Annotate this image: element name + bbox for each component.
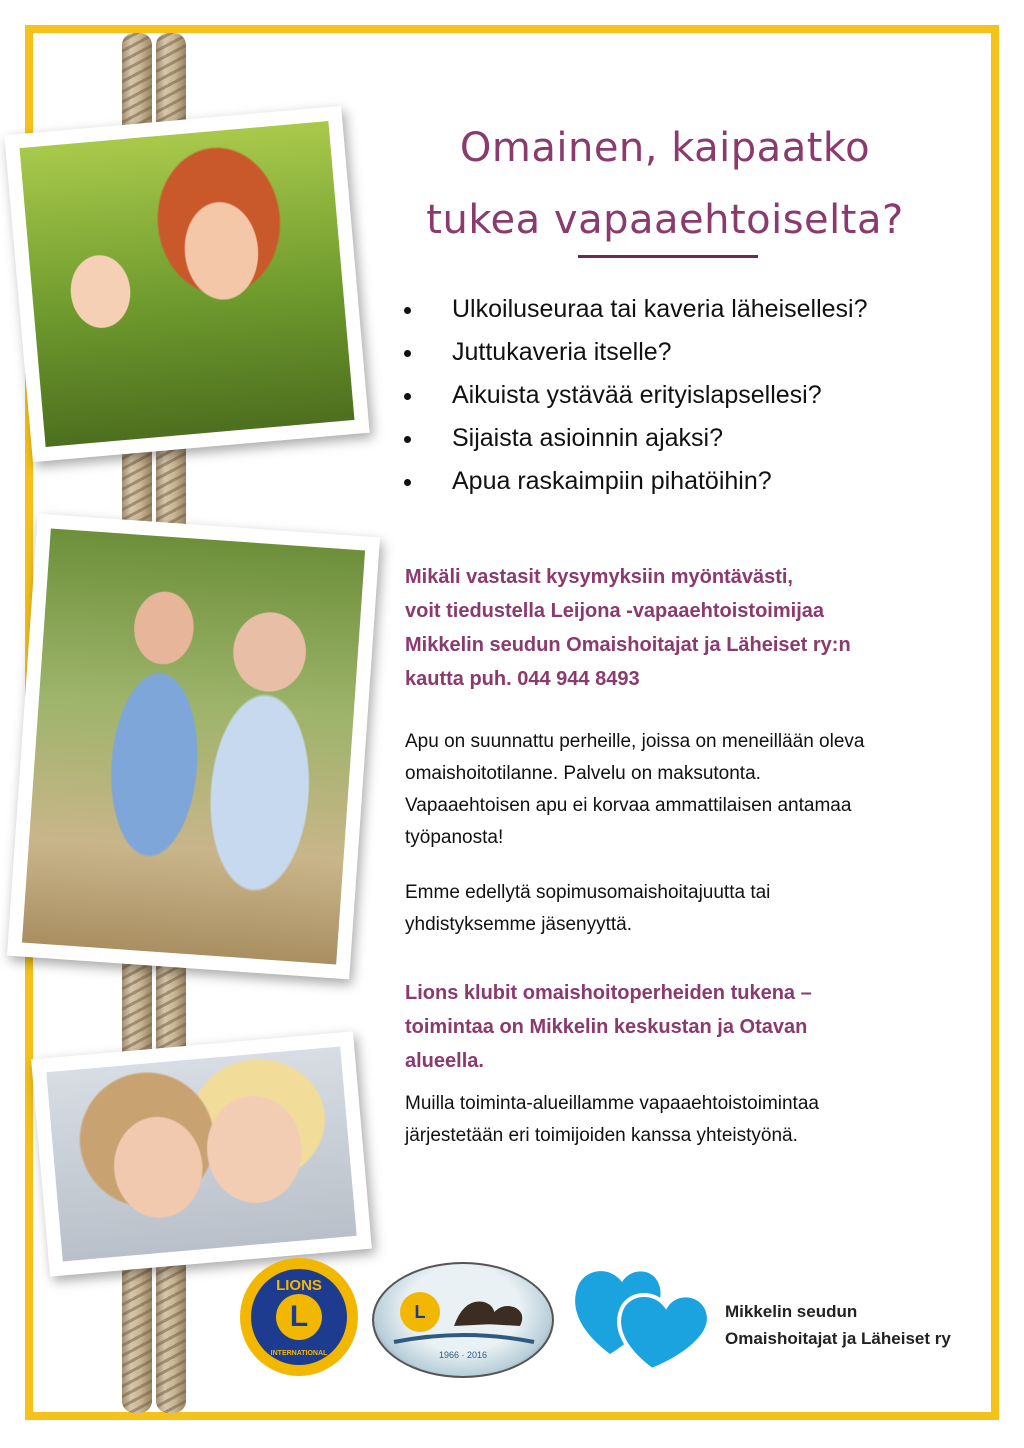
list-item (400, 374, 868, 417)
info-paragraph (405, 726, 965, 854)
info-line: Apu on suunnattu perheille, joissa on meneillään oleva (405, 731, 865, 752)
contact-paragraph (405, 560, 965, 696)
lions-logo-top-text: LIONS (276, 1277, 322, 1294)
photo-two-women (31, 1031, 372, 1276)
lions-club-logo (372, 1262, 554, 1378)
info-line: omaishoitotilanne. Palvelu on maksutonta. (405, 763, 761, 784)
lions-club-badge: L (400, 1292, 440, 1332)
bullet-dot-icon (404, 350, 411, 357)
photo-mother-and-child (4, 106, 369, 462)
photo-mother-and-child-image (20, 121, 355, 447)
lions-area-line: Lions klubit omaishoitoperheiden tukena – (405, 982, 812, 1004)
club-logo-years: 1966 · 2016 (438, 1350, 488, 1360)
list-item (400, 288, 868, 331)
list-item-text: Apua raskaimpiin pihatöihin? (452, 467, 772, 495)
list-item-text: Sijaista asioinnin ajaksi? (452, 424, 723, 452)
lions-area-line: alueella. (405, 1050, 484, 1072)
contact-line: voit tiedustella Leijona -vapaaehtoistoimijaa (405, 600, 824, 622)
photo-caregiver-and-elderly-man (7, 514, 380, 980)
lions-logo-bottom-text: INTERNATIONAL (270, 1350, 328, 1357)
lions-area-paragraph (405, 976, 965, 1078)
other-areas-line: Muilla toiminta-alueillamme vapaaehtoistoimintaa (405, 1093, 819, 1114)
contact-line: Mikäli vastasit kysymyksiin myöntävästi, (405, 566, 793, 588)
list-item (400, 460, 868, 503)
hearts-logo-icon (570, 1262, 720, 1374)
bullet-dot-icon (404, 307, 411, 314)
page-title-line: Omainen, kaipaatko (459, 125, 871, 171)
requirements-line: Emme edellytä sopimusomaishoitajuutta tai (405, 882, 771, 903)
contact-line-phone: kautta puh. 044 944 8493 (405, 668, 640, 690)
list-item-text: Aikuista ystävää erityislapsellesi? (452, 381, 822, 409)
organization-name-line: Omaishoitajat ja Läheiset ry (725, 1329, 951, 1348)
title-divider (578, 255, 758, 258)
photo-two-women-image (46, 1047, 356, 1262)
bullet-dot-icon (404, 393, 411, 400)
contact-line: Mikkelin seudun Omaishoitajat ja Läheiset ry:n (405, 634, 851, 656)
list-item-text: Ulkoiluseuraa tai kaveria läheisellesi? (452, 295, 868, 323)
requirements-paragraph (405, 877, 965, 941)
organization-name-line: Mikkelin seudun (725, 1302, 858, 1321)
photo-caregiver-and-elderly-man-image (22, 529, 365, 965)
other-areas-paragraph (405, 1088, 965, 1152)
bullet-dot-icon (404, 479, 411, 486)
question-list (400, 288, 868, 503)
page-title (380, 112, 950, 256)
info-line: työpanosta! (405, 827, 504, 848)
other-areas-line: järjestetään eri toimijoiden kanssa yhteistyönä. (405, 1125, 798, 1146)
lions-logo-letter: L (276, 1294, 322, 1340)
bullet-dot-icon (404, 436, 411, 443)
lions-area-line: toimintaa on Mikkelin keskustan ja Otavan (405, 1016, 808, 1038)
lions-logo-inner (251, 1269, 347, 1365)
lions-international-logo (240, 1258, 358, 1376)
page-title-line: tukea vapaaehtoiselta? (426, 197, 904, 243)
list-item (400, 331, 868, 374)
list-item (400, 417, 868, 460)
requirements-line: yhdistyksemme jäsenyyttä. (405, 914, 633, 935)
info-line: Vapaaehtoisen apu ei korvaa ammattilaisen antamaa (405, 795, 852, 816)
organization-name (725, 1298, 951, 1352)
list-item-text: Juttukaveria itselle? (452, 338, 672, 366)
